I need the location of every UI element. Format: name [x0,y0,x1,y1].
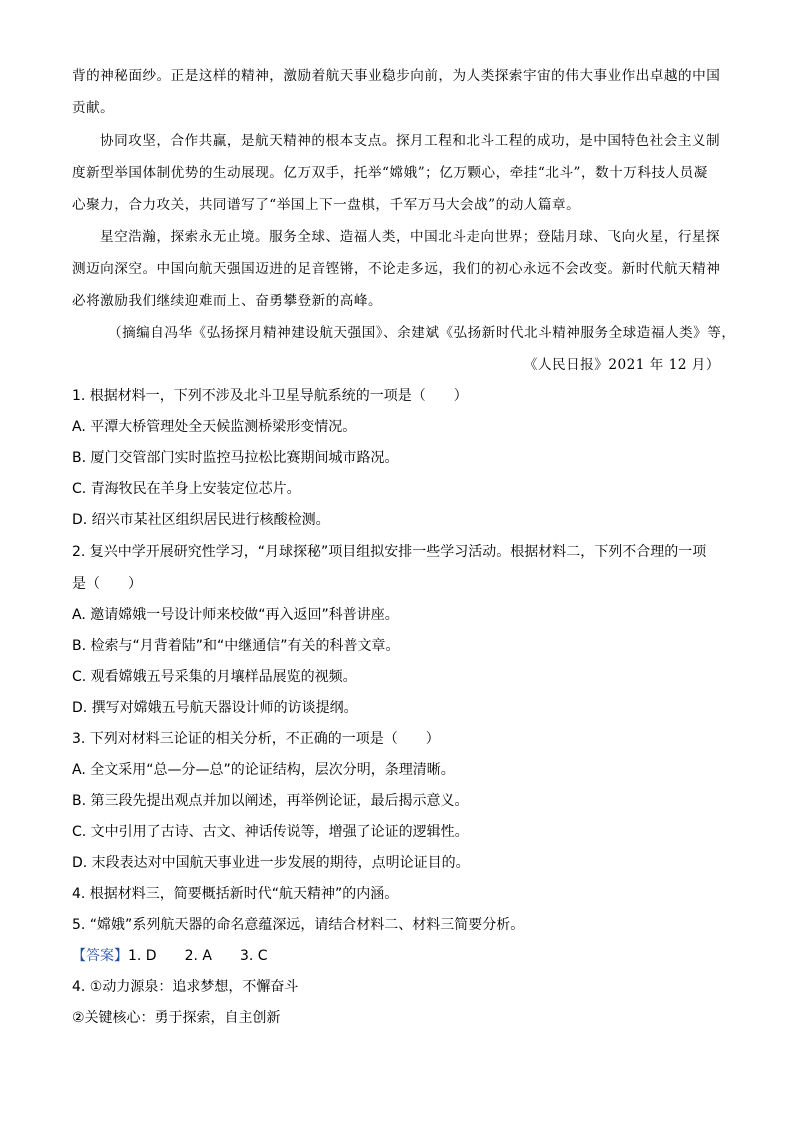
question-1-option-c: C. 青海牧民在羊身上安装定位芯片。 [72,481,301,497]
answer-line [72,946,268,966]
question-2-option-c: C. 观看嫦娥五号采集的月壤样品展览的视频。 [72,669,357,685]
passage-line: 必将激励我们继续迎难而上、奋勇攀登新的高峰。 [72,293,383,309]
passage-line: 测迈向深空。中国向航天强国迈进的足音铿锵，不论走多远，我们的初心永远不会改变。新时代航天精神 [72,261,721,277]
answer-tag: 【答案】 [72,948,128,964]
source-citation: （摘编自冯华《弘扬探月精神建设航天强国》、余建斌《弘扬新时代北斗精神服务全球造福人类》等， [108,325,736,341]
question-1-option-d: D. 绍兴市某社区组织居民进行核酸检测。 [72,512,330,528]
answer-choices: 1. D 2. A 3. C [128,948,268,964]
question-2-stem: 2. 复兴中学开展研究性学习，“月球探秘”项目组拟安排一些学习活动。根据材料二，下列不合理的一项 [72,544,707,560]
passage-line: 度新型举国体制优势的生动展现。亿万双手，托举“嫦娥”；亿万颗心，牵挂“北斗”，数十万科技人员凝 [72,165,708,181]
question-3-option-d: D. 末段表达对中国航天事业进一步发展的期待，点明论证目的。 [72,855,470,871]
passage-line: 贡献。 [72,100,115,116]
question-1-stem: 1. 根据材料一，下列不涉及北斗卫星导航系统的一项是（ ） [72,388,468,404]
answer-4-line-2: ②关键核心：勇于探索，自主创新 [72,1010,281,1026]
question-3-option-a: A. 全文采用“总—分—总”的论证结构，层次分明，条理清晰。 [72,762,455,778]
question-3-option-c: C. 文中引用了古诗、古文、神话传说等，增强了论证的逻辑性。 [72,824,469,840]
passage-line: 协同攻坚，合作共赢，是航天精神的根本支点。探月工程和北斗工程的成功，是中国特色社会主义制 [100,133,721,149]
passage-line: 心聚力，合力攻关，共同谱写了“举国上下一盘棋，千军万马大会战”的动人篇章。 [72,197,581,213]
question-2-stem-cont: 是（ ） [72,576,142,592]
question-3-option-b: B. 第三段先提出观点并加以阐述，再举例论证，最后揭示意义。 [72,793,469,809]
question-3-stem: 3. 下列对材料三论证的相关分析，不正确的一项是（ ） [72,731,440,747]
question-5-stem: 5. “嫦娥”系列航天器的命名意蕴深远，请结合材料二、材料三简要分析。 [72,917,525,933]
question-1-option-b: B. 厦门交管部门实时监控马拉松比赛期间城市路况。 [72,450,399,466]
passage-line: 背的神秘面纱。正是这样的精神，激励着航天事业稳步向前，为人类探索宇宙的伟大事业作出卓越的中国 [72,68,721,84]
question-4-stem: 4. 根据材料三，简要概括新时代“航天精神”的内涵。 [72,886,399,902]
question-2-option-d: D. 撰写对嫦娥五号航天器设计师的访谈提纲。 [72,700,358,716]
source-citation-date: 《人民日报》2021 年 12 月） [523,357,720,373]
question-1-option-a: A. 平潭大桥管理处全天候监测桥梁形变情况。 [72,419,357,435]
answer-4-line-1: 4. ①动力源泉：追求梦想，不懈奋斗 [72,979,299,995]
question-2-option-b: B. 检索与“月背着陆”和“中继通信”有关的科普文章。 [72,638,400,654]
question-2-option-a: A. 邀请嫦娥一号设计师来校做“再入返回”科普讲座。 [72,607,399,623]
passage-line: 星空浩瀚，探索永无止境。服务全球、造福人类，中国北斗走向世界；登陆月球、飞向火星，行星探 [100,229,721,245]
